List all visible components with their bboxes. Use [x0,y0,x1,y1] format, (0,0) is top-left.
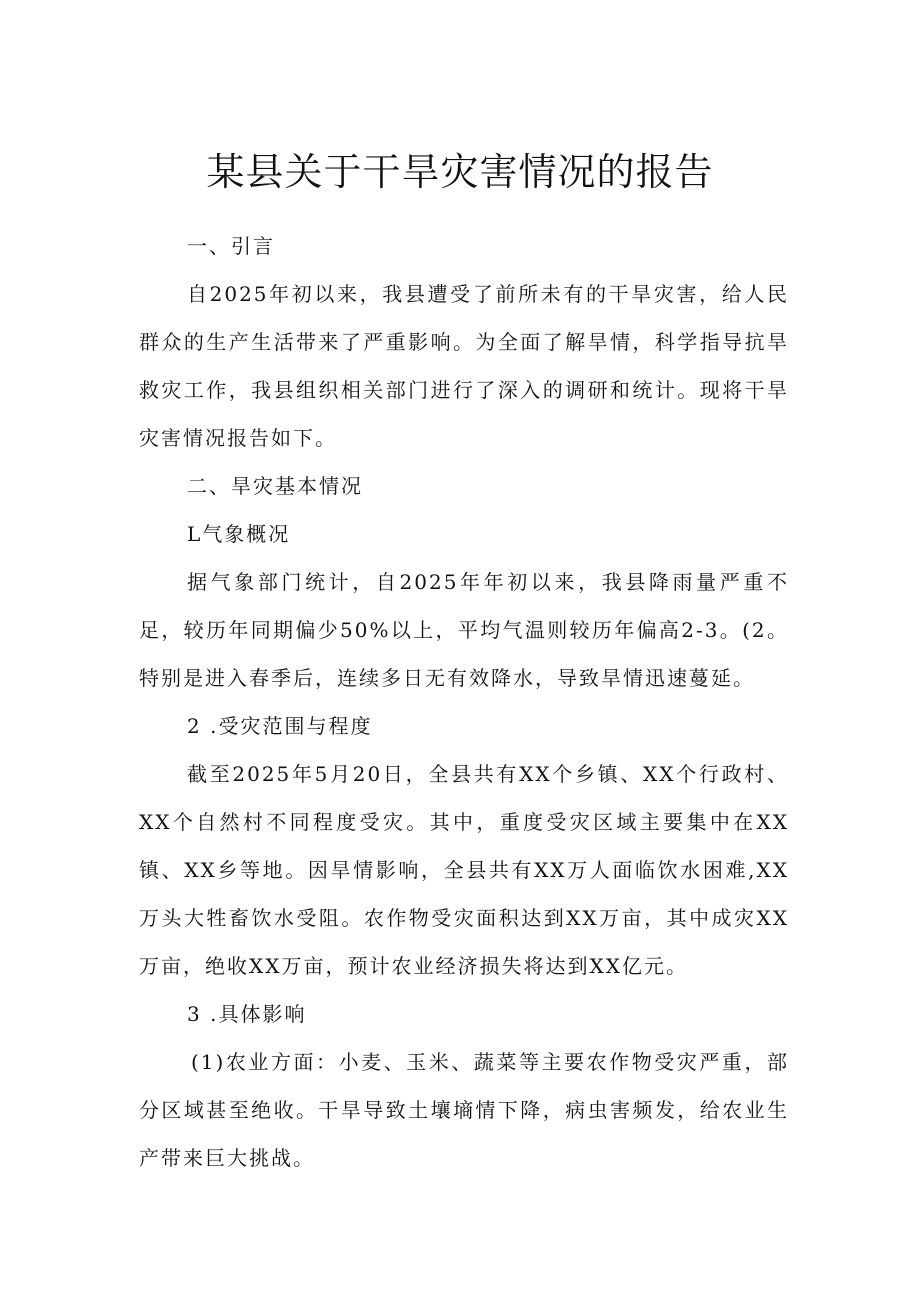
paragraph-affected-scope: 截至2025年5月20日，全县共有XX个乡镇、XX个行政村、XX个自然村不同程度受灾。其中，重度受灾区域主要集中在XX镇、XX乡等地。因旱情影响，全县共有XX万人面临饮水困难,XX万头大牲畜饮水受阻。农作物受灾面积达到XX万亩，其中成灾XX万亩，绝收XX万亩，预计农业经济损失将达到XX亿元。 [139,762,789,978]
subheading-affected-scope: 2 .受灾范围与程度 [187,714,373,738]
section-heading-basic-situation: 二、旱灾基本情况 [187,474,363,498]
document-body [139,222,789,1182]
paragraph-introduction: 自2025年初以来，我县遭受了前所未有的干旱灾害，给人民群众的生产生活带来了严重影响。为全面了解旱情，科学指导抗旱救灾工作，我县组织相关部门进行了深入的调研和统计。现将干旱灾害情况报告如下。 [139,282,789,450]
paragraph-agriculture-impact: (1)农业方面：小麦、玉米、蔬菜等主要农作物受灾严重，部分区域甚至绝收。干旱导致土壤墒情下降，病虫害频发，给农业生产带来巨大挑战。 [139,1050,789,1170]
subheading-specific-impacts: 3 .具体影响 [187,1002,307,1026]
paragraph-meteorology: 据气象部门统计，自2025年年初以来，我县降雨量严重不足，较历年同期偏少50%以上，平均气温则较历年偏高2-3。(2。特别是进入春季后，连续多日无有效降水，导致旱情迅速蔓延。 [139,570,789,690]
document-title: 某县关于干旱灾害情况的报告 [206,150,714,194]
subheading-meteorology: L气象概况 [187,522,291,546]
section-heading-introduction: 一、引言 [187,234,275,258]
